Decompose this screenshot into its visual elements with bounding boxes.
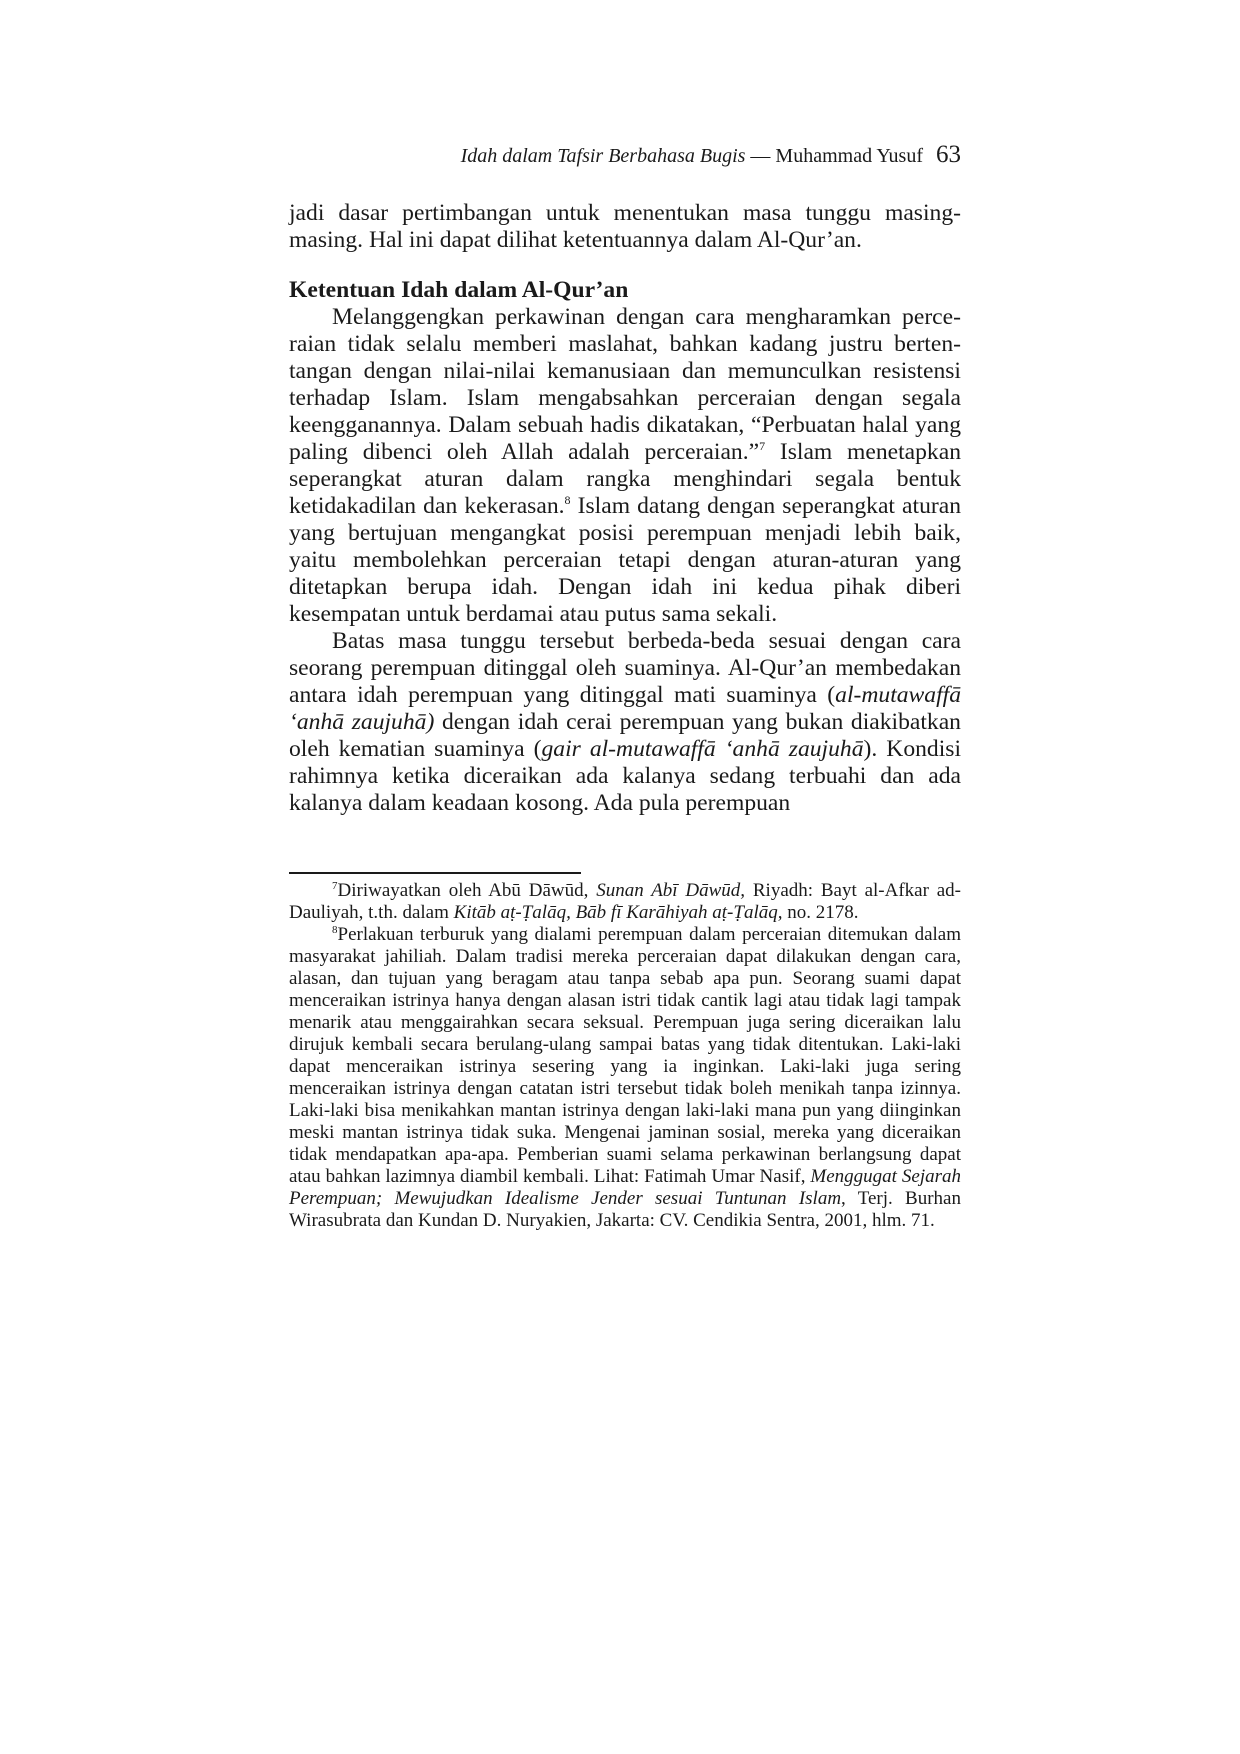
footnote-ref-7[interactable]: 7 xyxy=(759,439,766,453)
paragraph-continued: jadi dasar pertimbangan untuk menentukan masa tunggu masing-masing. Hal ini dapat dilihat ketentuannya dalam Al-Qur’an. xyxy=(289,200,961,253)
footnote-divider xyxy=(289,872,581,874)
arabic-term: al-mutawaffā ‘anhā zaujuhā) xyxy=(289,682,961,735)
chapter-title: Kitāb aṭ-Ṭalāq, Bāb fī Karāhiyah aṭ-Ṭalāq, xyxy=(453,902,783,923)
footnote-text: Perlakuan terburuk yang dialami perempuan dalam perceraian ditemukan dalam masyarakat jahiliah. Dalam tradisi mereka perceraian dapat dilakukan dengan cara, alasan, dan tujuan yang beragam atau tanpa sebab apa pun. Seorang suami dapat menceraikan istrinya hanya dengan alasan istri tidak cantik lagi atau tidak lagi tampak menarik atau menggairahkan secara seksual. Perempuan juga sering diceraikan lalu dirujuk kembali secara berulang-ulang sampai batas yang tidak ditentukan. Laki-laki dapat menceraikan istrinya sesering yang ia inginkan. Laki-laki juga sering menceraikan istrinya dengan catatan istri tersebut tidak boleh menikah tanpa izinnya. Laki-laki bisa menikahkan mantan istrinya dengan laki-laki mana pun yang diinginkan meski mantan istrinya tidak suka. Mengenai jaminan sosial, mereka yang diceraikan tidak mendapatkan apa-apa. Pemberian suami selama perkawinan berlangsung dapat atau bahkan lazimnya diambil kembali. Lihat: Fatimah Umar Nasif, xyxy=(289,924,961,1187)
running-header-title: Idah dalam Tafsir Berbahasa Bugis xyxy=(460,145,746,167)
paragraph-text: Islam datang dengan seperangkat aturan yang bertujuan mengangkat posisi perempuan menjadi lebih baik, yaitu membolehkan perceraian tetapi dengan aturan-aturan yang ditetapkan berupa idah. Dengan idah ini kedua pihak diberi kesempatan untuk berdamai atau putus sama sekali. xyxy=(289,493,962,627)
section-heading: Ketentuan Idah dalam Al-Qur’an xyxy=(289,277,629,303)
book-title: Sunan Abī Dāwūd, xyxy=(596,880,746,901)
running-header-author: — Muhammad Yusuf xyxy=(750,145,923,167)
footnote-number: 8 xyxy=(332,924,338,936)
paragraph-text: Batas masa tunggu tersebut berbeda-beda sesuai dengan cara seorang perempuan ditinggal oleh suaminya. Al-Qur’an membedakan antara idah perempuan yang ditinggal mati suaminya ( xyxy=(289,628,961,708)
arabic-term: gair al-mutawaffā ‘anhā zaujuhā xyxy=(541,736,864,762)
book-title: Menggugat Sejarah Perempuan; Mewujudkan Idealisme Jender sesuai Tuntunan Islam xyxy=(289,1166,961,1209)
paragraph-text: ). Kondisi rahimnya ketika diceraikan ada kalanya sedang terbuahi dan ada kalanya dalam keadaan kosong. Ada pula perempuan xyxy=(289,736,962,816)
footnote-text: , Terj. Burhan Wirasubrata dan Kundan D. Nuryakien, Jakarta: CV. Cendikia Sentra, 2001, hlm. 71. xyxy=(289,1188,961,1231)
paragraph-idah-intro xyxy=(289,304,961,628)
paragraph-text: Islam menetapkan seperangkat aturan dalam rangka menghindari segala bentuk ketidakadilan dan kekerasan. xyxy=(289,439,962,519)
footnote-text: no. 2178. xyxy=(782,902,859,923)
page-number: 63 xyxy=(936,141,961,168)
footnote-8 xyxy=(289,924,961,1232)
footnote-text: Riyadh: Bayt al-Afkar ad-Dauliyah, t.th. dalam xyxy=(289,880,962,923)
footnote-number: 7 xyxy=(332,880,338,892)
main-text xyxy=(289,200,961,817)
footnote-ref-8[interactable]: 8 xyxy=(564,493,571,507)
running-header xyxy=(289,140,961,171)
footnotes xyxy=(289,880,961,1232)
paragraph-text: Melanggengkan perkawinan dengan cara mengharamkan perceraian tidak selalu memberi maslahat, bahkan kadang justru bertentangan dengan nilai-nilai kemanusiaan dan memunculkan resistensi terhadap Islam. Islam mengabsahkan perceraian dengan segala keengganannya. Dalam sebuah hadis dikatakan, “Perbuatan halal yang paling dibenci oleh Allah adalah perceraian.” xyxy=(289,304,961,465)
footnote-text: Diriwayatkan oleh Abū Dāwūd, xyxy=(337,880,597,901)
footnote-7 xyxy=(289,880,961,924)
paragraph-batas-masa xyxy=(289,628,961,817)
paragraph-text: dengan idah cerai perempuan yang bukan diakibatkan oleh kematian suaminya ( xyxy=(289,709,961,762)
